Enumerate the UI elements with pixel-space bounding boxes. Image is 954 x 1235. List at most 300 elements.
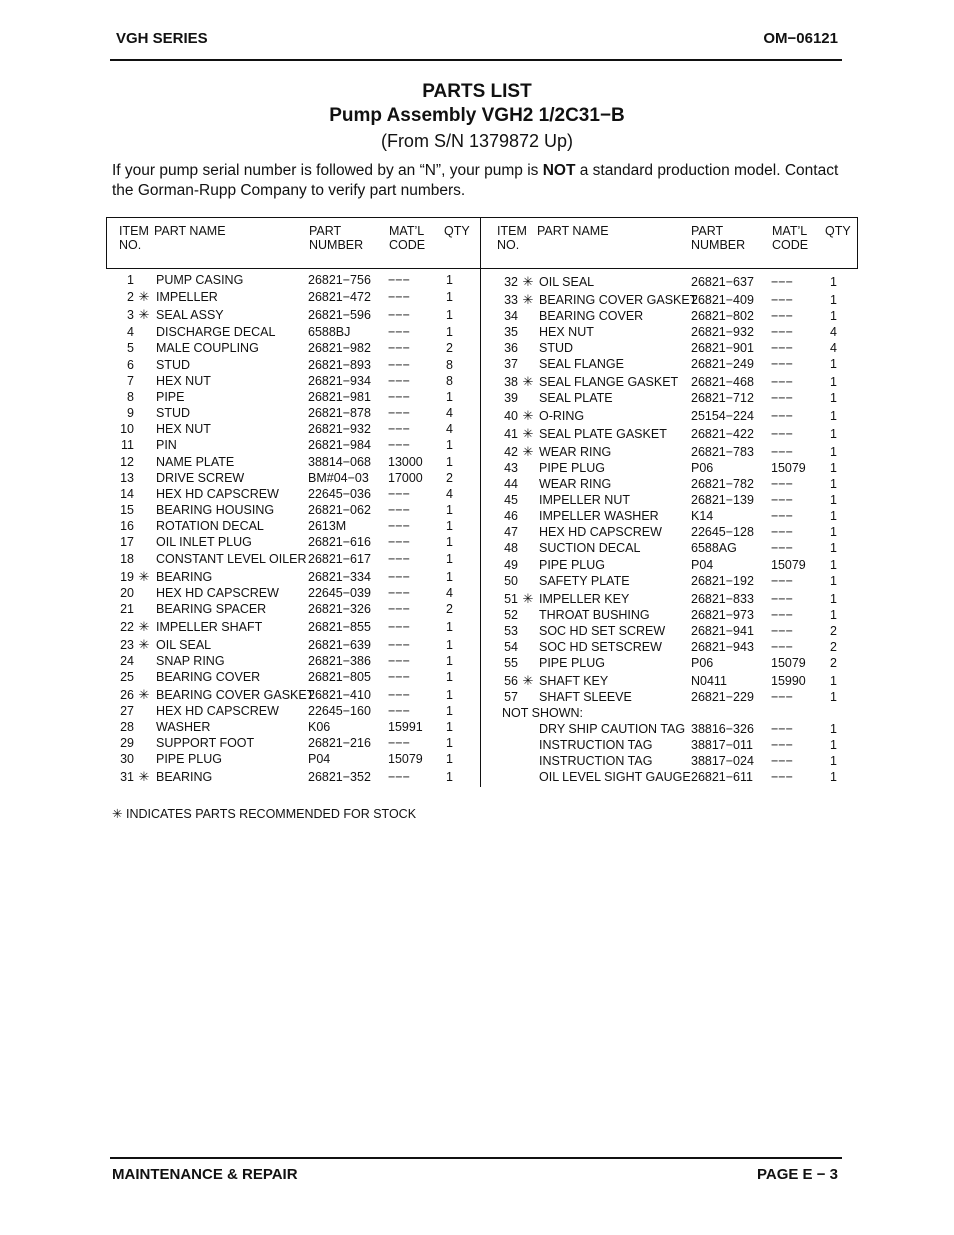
part-name: WEAR RING [539,445,612,459]
part-number: BM#04−03 [308,471,369,485]
quantity: 1 [830,445,837,459]
item-number: 14 [120,487,134,501]
table-row [110,272,470,288]
quantity: 1 [830,525,837,539]
part-name: HEX HD CAPSCREW [156,586,279,600]
item-number: 12 [120,455,134,469]
material-code: −−− [388,620,410,634]
quantity: 2 [446,341,453,355]
part-name: BEARING COVER GASKET [539,293,698,307]
part-name: HEX NUT [156,422,211,436]
quantity: 1 [830,309,837,323]
table-row [494,356,854,372]
part-name: SUPPORT FOOT [156,736,255,750]
item-number: 9 [127,406,134,420]
col-label: MAT’L [772,224,808,238]
table-row [110,357,470,373]
table-row [494,444,854,460]
part-name: INSTRUCTION TAG [539,738,653,752]
table-row [494,623,854,639]
material-code: −−− [388,308,410,322]
material-code: −−− [771,608,793,622]
item-number: 25 [120,670,134,684]
item-number: 51 [504,592,518,606]
table-row [494,524,854,540]
part-number: 26821−192 [691,574,754,588]
item-number: 37 [504,357,518,371]
table-row [494,340,854,356]
part-number: 26821−984 [308,438,371,452]
part-number: 25154−224 [691,409,754,423]
table-row [494,591,854,607]
col-label: NUMBER [691,238,746,252]
item-number: 56 [504,674,518,688]
material-code: −−− [388,406,410,420]
part-name: HEX NUT [539,325,594,339]
part-name: STUD [156,406,191,420]
part-name: STUD [539,341,574,355]
item-number: 16 [120,519,134,533]
item-number: 32 [504,275,518,289]
material-code: −−− [388,552,410,566]
table-row [110,324,470,340]
quantity: 1 [830,461,837,475]
part-name: OIL INLET PLUG [156,535,252,549]
part-name: SOC HD SET SCREW [539,624,666,638]
quantity: 1 [446,704,453,718]
part-number: 26821−802 [691,309,754,323]
material-code: −−− [771,391,793,405]
material-code: −−− [388,570,410,584]
item-number: 28 [120,720,134,734]
part-number: 26821−062 [308,503,371,517]
material-code: −−− [388,438,410,452]
part-name: IMPELLER SHAFT [156,620,263,634]
quantity: 1 [830,722,837,736]
material-code: −−− [771,722,793,736]
quantity: 1 [830,770,837,784]
table-row [494,540,854,556]
part-name: DRIVE SCREW [156,471,245,485]
part-number: 26821−943 [691,640,754,654]
material-code: −−− [771,309,793,323]
item-number: 40 [504,409,518,423]
material-code: 17000 [388,471,423,485]
stock-star-icon: ✳ [138,289,150,304]
item-number: 22 [120,620,134,634]
item-number: 8 [127,390,134,404]
part-name: SEAL ASSY [156,308,224,322]
part-number: 26821−901 [691,341,754,355]
part-name: PIN [156,438,177,452]
part-name: SEAL PLATE [539,391,613,405]
col-label: NO. [497,238,520,252]
material-code: −−− [771,293,793,307]
part-number: 38817−024 [691,754,754,768]
part-name: PUMP CASING [156,273,244,287]
part-name: HEX HD CAPSCREW [156,704,279,718]
item-number: 39 [504,391,518,405]
part-number: 22645−128 [691,525,754,539]
quantity: 2 [830,624,837,638]
material-code: −−− [388,688,410,702]
quantity: 1 [830,674,837,688]
col-partname-left: PART NAME [154,224,226,238]
quantity: 1 [830,357,837,371]
part-name: SHAFT SLEEVE [539,690,632,704]
col-item-left [119,224,149,252]
table-row [110,405,470,421]
part-number: 26821−756 [308,273,371,287]
part-number: P04 [691,558,714,572]
intro-text-1: If your pump serial number is followed by an “N”, your pump is [112,162,543,179]
part-number: 26821−639 [308,638,371,652]
table-row [494,639,854,655]
table-row [110,307,470,323]
part-name: PIPE PLUG [539,461,605,475]
item-number: 20 [120,586,134,600]
table-row [494,753,854,769]
part-name: PIPE [156,390,185,404]
item-number: 44 [504,477,518,491]
part-name: HEX HD CAPSCREW [539,525,662,539]
stock-star-icon: ✳ [522,408,534,423]
stock-star-icon: ✳ [138,687,150,702]
part-name: IMPELLER [156,290,218,304]
col-item-right [497,224,527,252]
part-name: BEARING COVER [156,670,261,684]
page-title: PARTS LIST [422,81,532,102]
material-code: −−− [388,290,410,304]
material-code: 15079 [771,558,806,572]
quantity: 1 [830,391,837,405]
material-code: −−− [771,375,793,389]
item-number: 46 [504,509,518,523]
quantity: 1 [446,720,453,734]
serial-range: (From S/N 1379872 Up) [380,131,574,151]
material-code: −−− [771,357,793,371]
part-name: MALE COUPLING [156,341,259,355]
part-number: 26821−410 [308,688,371,702]
material-code: −−− [771,427,793,441]
quantity: 1 [446,620,453,634]
stock-star-icon: ✳ [522,591,534,606]
part-number: 26821−249 [691,357,754,371]
part-number: 26821−637 [691,275,754,289]
item-number: 50 [504,574,518,588]
part-number: 26821−782 [691,477,754,491]
part-name: WASHER [156,720,211,734]
item-number: 41 [504,427,518,441]
table-row [494,673,854,689]
item-number: 42 [504,445,518,459]
col-matcode-left [389,224,425,252]
part-number: 26821−805 [308,670,371,684]
part-number: N0411 [691,674,727,688]
stock-star-icon: ✳ [138,637,150,652]
part-number: 26821−973 [691,608,754,622]
col-label: CODE [772,238,809,252]
material-code: −−− [388,602,410,616]
item-number: 43 [504,461,518,475]
part-name: INSTRUCTION TAG [539,754,653,768]
table-row [494,408,854,424]
table-row [494,476,854,492]
quantity: 1 [830,574,837,588]
item-number: 33 [504,293,518,307]
material-code: −−− [771,509,793,523]
part-number: 26821−611 [691,770,753,784]
quantity: 1 [830,690,837,704]
quantity: 1 [446,290,453,304]
table-row [494,274,854,290]
table-row [110,518,470,534]
part-number: 26821−472 [308,290,371,304]
part-name: BEARING [156,570,213,584]
part-name: HEX NUT [156,374,211,388]
table-row [110,486,470,502]
material-code: −−− [771,574,793,588]
quantity: 1 [446,519,453,533]
item-number: 47 [504,525,518,539]
part-name: IMPELLER WASHER [539,509,659,523]
table-row [494,390,854,406]
part-name: STUD [156,358,191,372]
part-name: IMPELLER KEY [539,592,630,606]
part-name: OIL LEVEL SIGHT GAUGE [539,770,691,784]
item-number: 29 [120,736,134,750]
material-code: −−− [771,738,793,752]
intro-bold: NOT [542,162,576,179]
part-number: P04 [308,752,331,766]
quantity: 1 [446,638,453,652]
part-number: P06 [691,656,714,670]
part-number: 26821−932 [691,325,754,339]
item-number: 30 [120,752,134,766]
stock-star-icon: ✳ [138,769,150,784]
quantity: 4 [830,341,837,355]
quantity: 1 [830,558,837,572]
part-number: K14 [691,509,714,523]
part-name: OIL SEAL [539,275,595,289]
material-code: −−− [388,422,410,436]
part-name: SNAP RING [156,654,225,668]
part-name: ROTATION DECAL [156,519,264,533]
item-number: 49 [504,558,518,572]
table-row [110,751,470,767]
item-number: 6 [127,358,134,372]
quantity: 1 [830,738,837,752]
col-partnumber-right [691,224,745,252]
table-row [110,340,470,356]
part-number: 26821−422 [691,427,754,441]
part-number: 38814−068 [308,455,371,469]
material-code: −−− [388,638,410,652]
part-number: 26821−833 [691,592,754,606]
part-number: 38817−011 [691,738,753,752]
item-number: 53 [504,624,518,638]
quantity: 1 [446,390,453,404]
material-code: −−− [388,325,410,339]
item-number: 3 [127,308,134,322]
part-number: 26821−409 [691,293,754,307]
stock-star-icon: ✳ [522,444,534,459]
table-row [494,492,854,508]
stock-star-icon: ✳ [522,374,534,389]
stock-star-icon: ✳ [138,569,150,584]
part-name: CONSTANT LEVEL OILER [156,552,307,566]
part-number: 26821−616 [308,535,371,549]
item-number: 24 [120,654,134,668]
material-code: −−− [771,640,793,654]
item-number: 38 [504,375,518,389]
part-number: K06 [308,720,331,734]
quantity: 1 [446,752,453,766]
quantity: 1 [830,754,837,768]
part-name: SUCTION DECAL [539,541,641,555]
material-code: −−− [388,358,410,372]
quantity: 8 [446,374,453,388]
part-name: DRY SHIP CAUTION TAG [539,722,686,736]
material-code: −−− [388,770,410,784]
table-row [110,601,470,617]
material-code: −−− [388,586,410,600]
part-number: 26821−878 [308,406,371,420]
quantity: 1 [830,293,837,307]
table-row [110,687,470,703]
part-name: BEARING COVER GASKET [156,688,315,702]
quantity: 1 [446,325,453,339]
col-qty-right: QTY [825,224,851,238]
material-code: 15079 [771,461,806,475]
part-number: 26821−932 [308,422,371,436]
table-row [494,374,854,390]
part-name: BEARING HOUSING [156,503,275,517]
quantity: 4 [446,422,453,436]
quantity: 1 [446,770,453,784]
stock-star-icon: ✳ [138,307,150,322]
material-code: −−− [771,493,793,507]
part-number: 26821−981 [308,390,371,404]
part-name: HEX HD CAPSCREW [156,487,279,501]
quantity: 1 [830,541,837,555]
part-name: THROAT BUSHING [539,608,650,622]
material-code: −−− [771,275,793,289]
material-code: −−− [771,341,793,355]
part-number: 26821−893 [308,358,371,372]
part-number: 26821−941 [691,624,754,638]
item-number: 10 [120,422,134,436]
quantity: 1 [446,438,453,452]
material-code: −−− [388,519,410,533]
item-number: 48 [504,541,518,555]
quantity: 1 [830,375,837,389]
col-label: CODE [389,238,426,252]
table-row [110,619,470,635]
material-code: −−− [388,273,410,287]
item-number: 11 [121,438,134,452]
col-label: PART [691,224,724,238]
table-row [110,653,470,669]
quantity: 1 [830,509,837,523]
not-shown-label: NOT SHOWN: [502,706,584,720]
table-row [494,460,854,476]
item-number: 17 [120,535,134,549]
quantity: 1 [830,409,837,423]
quantity: 4 [446,406,453,420]
part-number: 26821−712 [691,391,754,405]
col-label: PART [309,224,342,238]
part-name: SEAL FLANGE [539,357,624,371]
part-number: 26821−783 [691,445,754,459]
part-name: PIPE PLUG [539,558,605,572]
table-row [110,569,470,585]
quantity: 1 [830,592,837,606]
material-code: −−− [388,535,410,549]
quantity: 1 [446,654,453,668]
table-row [494,689,854,705]
quantity: 2 [446,471,453,485]
table-row [494,737,854,753]
item-number: 18 [120,552,134,566]
table-row [110,637,470,653]
table-row [494,721,854,737]
item-number: 5 [127,341,134,355]
material-code: −−− [771,325,793,339]
part-number: 22645−160 [308,704,371,718]
material-code: −−− [388,487,410,501]
item-number: 26 [120,688,134,702]
page-number: PAGE E − 3 [756,1166,838,1183]
series-header: VGH SERIES [116,30,208,47]
col-label: ITEM [119,224,149,238]
column-divider [480,217,481,787]
table-row [110,421,470,437]
title-block [0,80,954,154]
item-number: 2 [127,290,134,304]
quantity: 1 [446,503,453,517]
part-number: 2613M [308,519,347,533]
item-number: 27 [120,704,134,718]
table-row [494,655,854,671]
material-code: −−− [388,654,410,668]
footnote-text: INDICATES PARTS RECOMMENDED FOR STOCK [125,807,417,821]
part-number: 26821−468 [691,375,754,389]
part-name: BEARING [156,770,213,784]
quantity: 1 [446,670,453,684]
quantity: 2 [446,602,453,616]
table-row [494,308,854,324]
assembly-title: Pump Assembly VGH2 1/2C31−B [329,105,625,126]
quantity: 4 [446,586,453,600]
col-matcode-right [772,224,808,252]
part-name: PIPE PLUG [539,656,605,670]
col-label: NO. [119,238,142,252]
part-number: 22645−039 [308,586,371,600]
quantity: 1 [446,455,453,469]
material-code: −−− [771,541,793,555]
table-row [494,705,854,721]
col-label: NUMBER [309,238,364,252]
table-row [110,551,470,567]
material-code: −−− [388,736,410,750]
table-row [494,426,854,442]
table-row [494,508,854,524]
quantity: 1 [446,688,453,702]
item-number: 52 [504,608,518,622]
stock-star-icon: ✳ [138,619,150,634]
item-number: 7 [127,374,134,388]
